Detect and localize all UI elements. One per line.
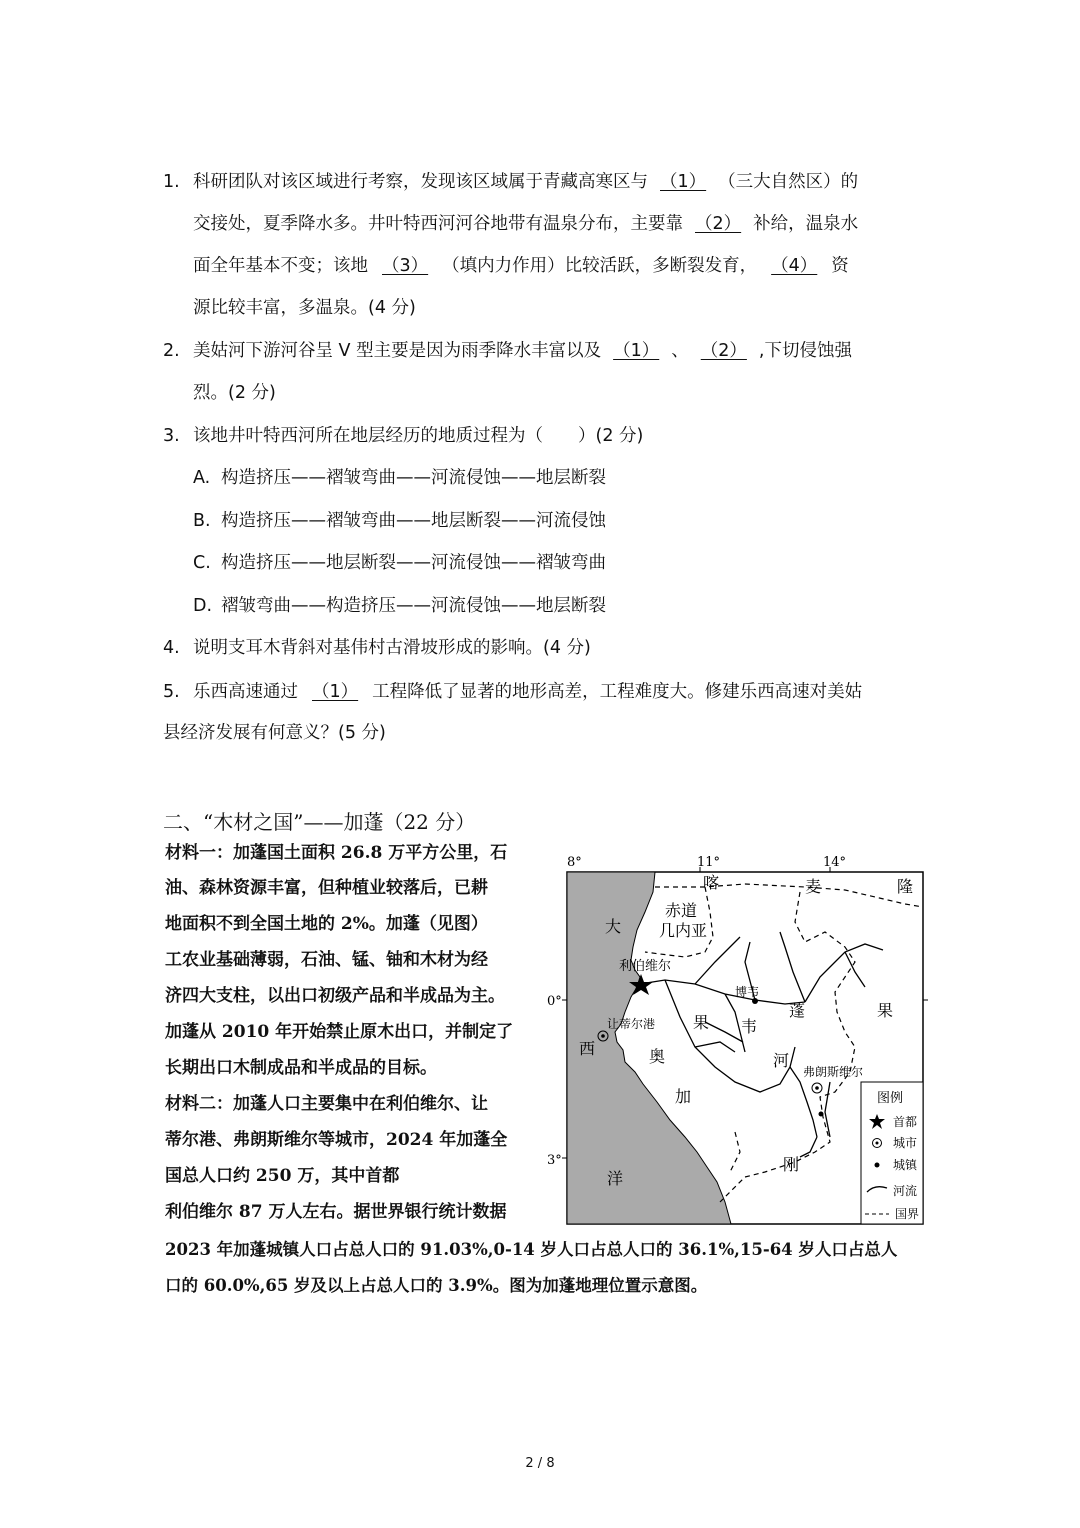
q1-line4: 源比较丰富，多温泉。(4 分) xyxy=(193,298,416,318)
material-line: 工农业基础薄弱，石油、锰、铀和木材为经 xyxy=(165,950,488,970)
gabon-location-map xyxy=(545,852,930,1232)
eq-guinea-label-1: 赤道 xyxy=(665,901,698,920)
section2-title: 二、“木材之国”——加蓬（22 分） xyxy=(163,810,476,834)
q3-number: 3. xyxy=(163,426,180,446)
city-marker-icon xyxy=(815,1086,819,1090)
eq-guinea-label-2: 几内亚 xyxy=(659,921,708,940)
material-full-line: 2023 年加蓬城镇人口占总人口的 91.03%,0-14 岁人口占总人口的 36.1%,15-64 岁人口占总人 xyxy=(165,1240,898,1259)
town-marker-icon xyxy=(819,1112,824,1117)
material-line: 济四大支柱，以出口初级产品和半成品为主。 xyxy=(165,986,505,1006)
material-line: 地面积不到全国土地的 2%。加蓬（见图） xyxy=(165,914,488,934)
gabon-label-1: 加 xyxy=(675,1087,692,1106)
q1-blank-1[interactable]: （1） xyxy=(660,172,707,192)
gabon-label-2: 蓬 xyxy=(789,1001,806,1020)
legend-town-icon xyxy=(875,1163,880,1168)
q1-number: 1. xyxy=(163,172,180,192)
river-label-2: 果 xyxy=(693,1013,710,1032)
material-line: 蒂尔港、弗朗斯维尔等城市，2024 年加蓬全 xyxy=(165,1130,508,1150)
river-label-1: 奥 xyxy=(649,1047,666,1066)
capital-label: 利伯维尔 xyxy=(619,959,672,974)
legend-border: 国界 xyxy=(895,1207,920,1221)
material-line: 油、森林资源丰富，但种植业较落后，已耕 xyxy=(165,878,488,898)
q1-blank-3[interactable]: （3） xyxy=(382,256,429,276)
q5-line2: 县经济发展有何意义？(5 分) xyxy=(163,723,386,743)
q5-line1: 5. 乐西高速通过 （1） 工程降低了显著的地形高差，工程难度大。修建乐西高速对美姑 xyxy=(163,682,863,702)
lat-label-0: 0° xyxy=(547,994,562,1009)
cameroon-label-1: 喀 xyxy=(703,873,720,892)
q2-line2: 烈。(2 分) xyxy=(193,383,276,403)
q5-blank-1[interactable]: （1） xyxy=(312,682,359,702)
river-label-4: 河 xyxy=(773,1051,790,1070)
lon-label-8: 8° xyxy=(567,855,582,870)
legend-city: 城市 xyxy=(893,1136,918,1150)
q3-option-a[interactable]: A. 构造挤压——褶皱弯曲——河流侵蚀——地层断裂 xyxy=(193,468,606,488)
q3-stem: 3. 该地井叶特西河所在地层经历的地质过程为（ ）(2 分) xyxy=(163,426,644,446)
q1-line2: 交接处，夏季降水多。井叶特西河河谷地带有温泉分布，主要靠 （2） 补给，温泉水 xyxy=(193,214,859,234)
q2-line1: 2. 美姑河下游河谷呈 V 型主要是因为雨季降水丰富以及 （1） 、 （2） ,下切侵蚀强 xyxy=(163,341,852,361)
material-line: 长期出口木制成品和半成品的目标。 xyxy=(165,1058,437,1078)
lon-label-14: 14° xyxy=(823,855,847,870)
legend-capital: 首都 xyxy=(893,1115,918,1129)
cameroon-label-2: 麦 xyxy=(805,877,822,896)
material-line: 材料一：加蓬国土面积 26.8 万平方公里，石 xyxy=(165,843,508,863)
q3-option-c[interactable]: C. 构造挤压——地层断裂——河流侵蚀——褶皱弯曲 xyxy=(193,553,606,573)
lat-label-3: 3° xyxy=(547,1153,562,1168)
q2-blank-2[interactable]: （2） xyxy=(700,341,747,361)
congo-label-2: 果 xyxy=(877,1001,894,1020)
lon-label-11: 11° xyxy=(697,855,721,870)
legend-town: 城镇 xyxy=(893,1158,918,1172)
material-line: 加蓬从 2010 年开始禁止原木出口，并制定了 xyxy=(165,1022,514,1042)
material-line: 国总人口约 250 万，其中首都 xyxy=(165,1166,400,1186)
q1-line1: 1. 科研团队对该区域进行考察，发现该区域属于青藏高寒区与 （1） （三大自然区）的 xyxy=(163,172,859,192)
city-label-1: 让蒂尔港 xyxy=(607,1017,656,1031)
page-number: 2 / 8 xyxy=(525,1456,555,1471)
river-label-3: 韦 xyxy=(741,1017,758,1036)
q2-blank-1[interactable]: （1） xyxy=(613,341,660,361)
q1-blank-2[interactable]: （2） xyxy=(695,214,742,234)
q4-number: 4. xyxy=(163,638,180,658)
q4-stem: 4. 说明支耳木背斜对基伟村古滑坡形成的影响。(4 分) xyxy=(163,638,591,658)
q1-line3: 面全年基本不变；该地 （3） （填内力作用）比较活跃，多断裂发育， （4） 资 xyxy=(193,256,849,276)
material-line: 材料二：加蓬人口主要集中在利伯维尔、让 xyxy=(165,1094,488,1114)
city-label-2: 弗朗斯维尔 xyxy=(803,1065,864,1079)
ocean-label-2: 西 xyxy=(579,1039,596,1058)
ocean-label-3: 洋 xyxy=(607,1169,624,1188)
q3-option-d[interactable]: D. 褶皱弯曲——构造挤压——河流侵蚀——地层断裂 xyxy=(193,596,606,616)
congo-label-1: 刚 xyxy=(783,1155,800,1174)
map-legend xyxy=(861,1082,923,1224)
material-full-line: 口的 60.0%,65 岁及以上占总人口的 3.9%。图为加蓬地理位置示意图。 xyxy=(165,1276,708,1295)
legend-title: 图例 xyxy=(877,1091,904,1106)
q2-number: 2. xyxy=(163,341,180,361)
city-marker-icon xyxy=(601,1034,605,1038)
town-label: 博韦 xyxy=(735,985,760,999)
cameroon-label-3: 隆 xyxy=(897,877,914,896)
material-line: 利伯维尔 87 万人左右。据世界银行统计数据 xyxy=(165,1202,507,1222)
ocean-label-1: 大 xyxy=(605,917,622,936)
legend-river: 河流 xyxy=(893,1184,918,1198)
q5-number: 5. xyxy=(163,682,180,702)
q3-option-b[interactable]: B. 构造挤压——褶皱弯曲——地层断裂——河流侵蚀 xyxy=(193,511,606,531)
q1-blank-4[interactable]: （4） xyxy=(771,256,818,276)
